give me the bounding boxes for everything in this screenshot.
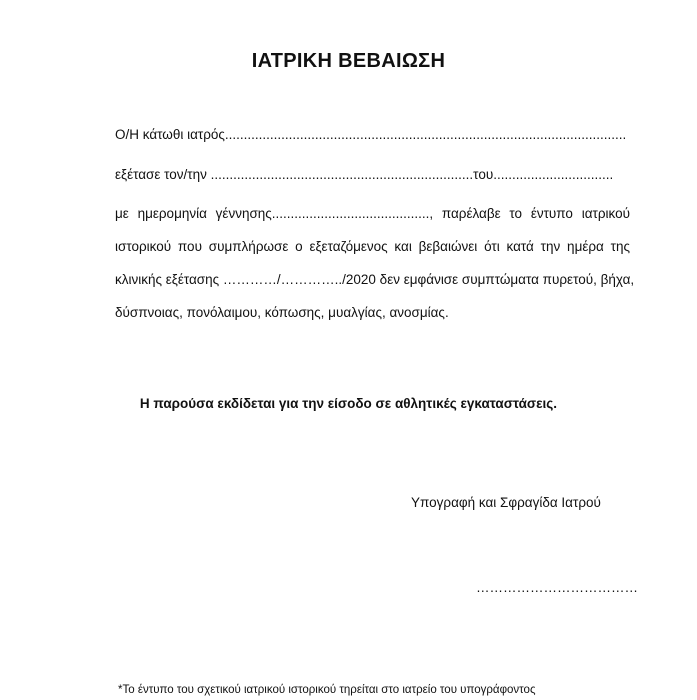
history-line: ιστορικού που συμπλήρωσε ο εξεταζόμενος και βεβαιώνει ότι κατά την ημέρα της [115, 239, 630, 254]
signature-label: Υπογραφή και Σφραγίδα Ιατρού [411, 495, 601, 510]
footnote: *Το έντυπο του σχετικού ιατρικού ιστορικού τηρείται στο ιατρείο του υπογράφοντος [118, 684, 536, 696]
purpose-notice: Η παρούσα εκδίδεται για την είσοδο σε αθλητικές εγκαταστάσεις. [139, 396, 558, 411]
exam-date-line: κλινικής εξέτασης …………/…………../2020 δεν εμφάνισε συμπτώματα πυρετού, βήχα, [115, 272, 635, 287]
birthdate-line: με ημερομηνία γέννησης.........................................., παρέλαβε το έντυπο ιατρικού [115, 206, 630, 221]
signature-line: ……………………………… [476, 580, 638, 595]
doctor-name-line: Ο/Η κάτωθι ιατρός........................................................................................................... [115, 127, 627, 142]
document-title: ΙΑΤΡΙΚΗ ΒΕΒΑΙΩΣΗ [251, 50, 446, 72]
patient-name-line: εξέτασε τον/την ......................................................................του................................ [115, 167, 614, 182]
symptoms-line: δύσπνοιας, πονόλαιμου, κόπωσης, μυαλγίας, ανοσμίας. [115, 305, 449, 320]
